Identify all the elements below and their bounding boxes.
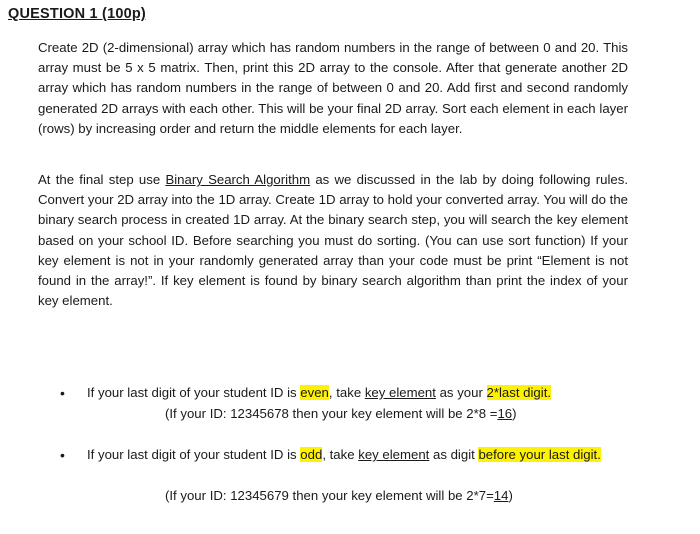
even-example-value: 16 <box>497 406 513 421</box>
even-rule-part: as your <box>435 385 487 400</box>
even-example-text: (If your ID: 12345678 then your key element will be 2*8 = <box>165 406 498 421</box>
odd-example-close: ) <box>508 488 513 503</box>
para2-intro-text: At the final step use <box>38 172 166 187</box>
instructions-paragraph-1: Create 2D (2-dimensional) array which has random numbers in the range of between 0 and 20. This array must be 5 x 5 matrix. Then, print this 2D array to the console. After that generate another 2D array which has random numbers in the range of between 0 and 20. Add first and second randomly generated 2D arrays with each other. This will be your final 2D array. Sort each element in each layer (rows) by increasing order and return the middle elements for each layer. <box>38 40 628 136</box>
question-heading: QUESTION 1 (100p) <box>8 6 146 22</box>
binary-search-term: Binary Search Algorithm <box>165 172 311 187</box>
key-element-term: key element <box>358 447 430 462</box>
even-example-close: ) <box>512 406 517 421</box>
bullet-dot-icon: • <box>60 447 65 463</box>
instructions-paragraph-2 <box>38 170 628 311</box>
odd-rule-text <box>87 445 628 465</box>
even-rule-part: If your last digit of your student ID is <box>87 385 301 400</box>
even-rule-text <box>87 383 628 403</box>
para2-body-text: as we discussed in the lab by doing following rules. Convert your 2D array into the 1D array. Create 1D array to hold your converted array. You will do the binary search process in created 1D array. At the binary search step, you will search the key element based on your school ID. Before searching you must do sorting. (You can use sort function) If your key element is not in your randomly generated array than your code must be print “Element is not found in the array!”. If key element is found by binary search algorithm than print the index of your key element. <box>38 172 628 309</box>
odd-rule-part: , take <box>322 447 359 462</box>
bullet-dot-icon: • <box>60 385 65 401</box>
odd-example-text: (If your ID: 12345679 then your key element will be 2*7= <box>165 488 494 503</box>
odd-example <box>165 486 513 506</box>
key-element-term: key element <box>364 385 436 400</box>
even-rule-part: , take <box>328 385 365 400</box>
highlight-odd: odd <box>300 447 323 462</box>
odd-rule-part: as digit <box>429 447 479 462</box>
odd-example-value: 14 <box>493 488 509 503</box>
highlight-even: even <box>300 385 329 400</box>
highlight-2x-last-digit: 2*last digit. <box>486 385 552 400</box>
odd-rule-part: If your last digit of your student ID is <box>87 447 301 462</box>
highlight-before-last-digit: before your last digit. <box>478 447 601 462</box>
even-example <box>165 404 517 424</box>
